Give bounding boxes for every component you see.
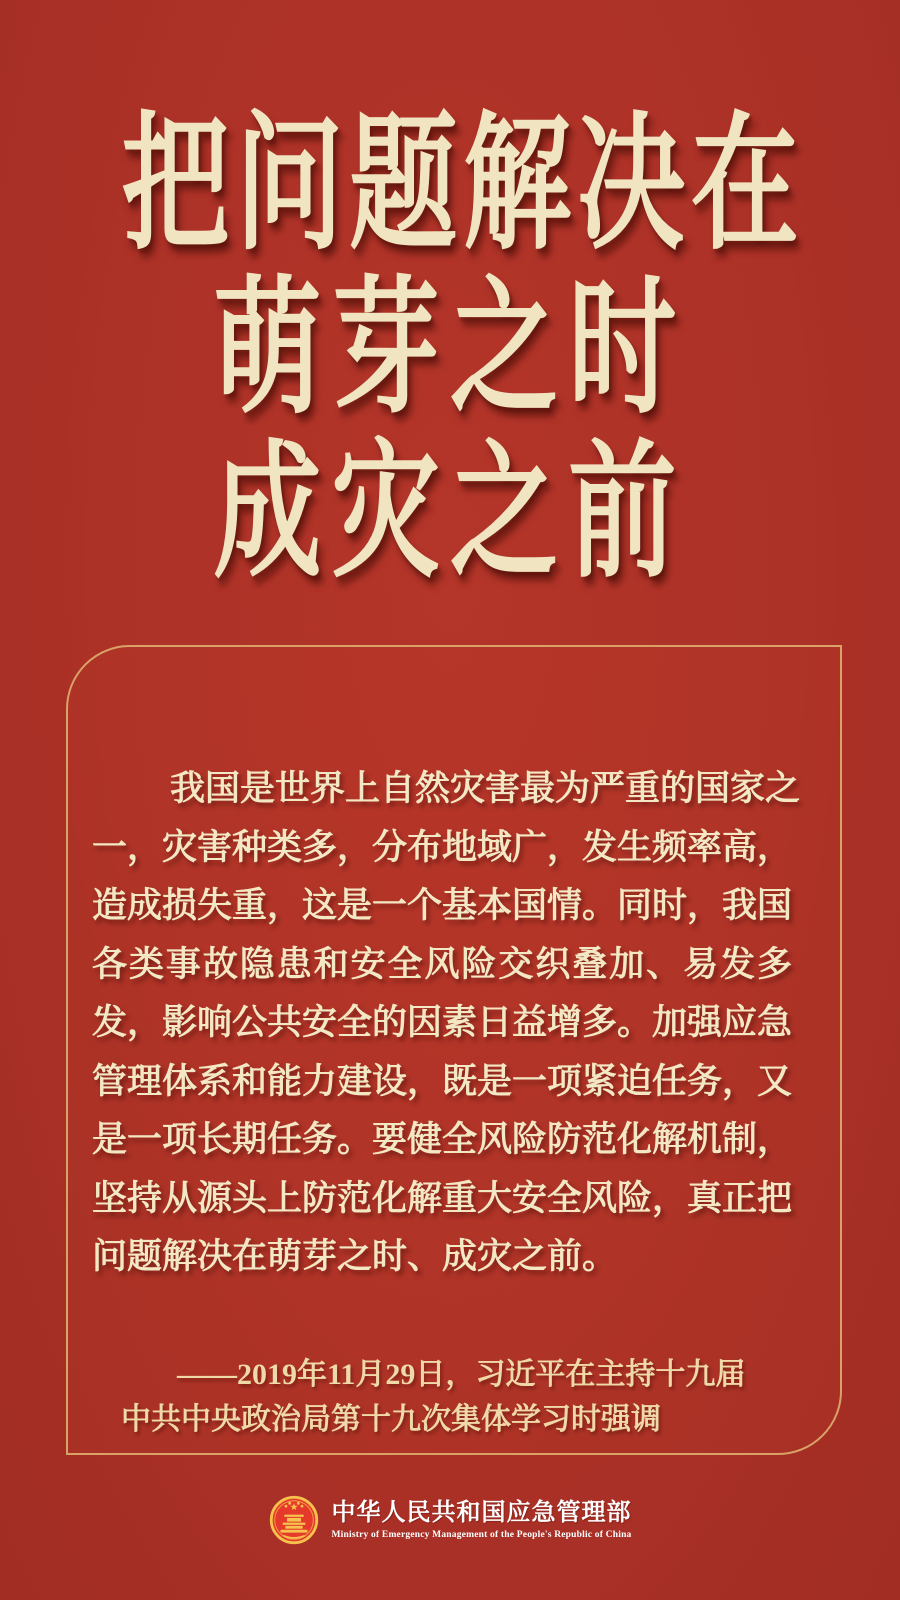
quote-line: 发，影响公共安全的因素日益增多。加强应急 [92, 1003, 793, 1042]
quote-line: 坚持从源头上防范化解重大安全风险，真正把 [92, 1178, 793, 1218]
ministry-name-english: Ministry of Emergency Management of the People's Republic of China [331, 1529, 632, 1540]
china-national-emblem-icon [268, 1494, 320, 1546]
title-line-3: 成灾之前 [213, 432, 687, 596]
quote-line: 我国是世界上自然灾害最为严重的国家之 [170, 769, 801, 808]
title-line-1: 把问题解决在 [121, 104, 805, 268]
title-line-2: 萌芽之时 [213, 268, 687, 432]
quote-paragraph [92, 760, 801, 1287]
quote-line: 一，灾害种类多，分布地域广，发生频率高， [92, 827, 793, 867]
quote-line: 各类事故隐患和安全风险交织叠加、易发多 [92, 944, 792, 984]
attribution-line-1: ——2019年11月29日，习近平在主持十九届 [177, 1358, 746, 1391]
footer-text [331, 1500, 631, 1541]
quote-line: 是一项长期任务。要健全风险防范化解机制， [92, 1120, 793, 1159]
quote-line: 造成损失重，这是一个基本国情。同时，我国 [92, 886, 793, 925]
attribution-line-2: 中共中央政治局第十九次集体学习时强调 [121, 1403, 661, 1436]
ministry-name-chinese: 中华人民共和国应急管理部 [331, 1498, 632, 1526]
poster-title [0, 104, 900, 596]
footer [0, 1494, 900, 1546]
quote-attribution [92, 1352, 792, 1442]
quote-line: 管理体系和能力建设，既是一项紧迫任务，又 [92, 1061, 793, 1101]
quote-line: 问题解决在萌芽之时、成灾之前。 [92, 1237, 618, 1276]
